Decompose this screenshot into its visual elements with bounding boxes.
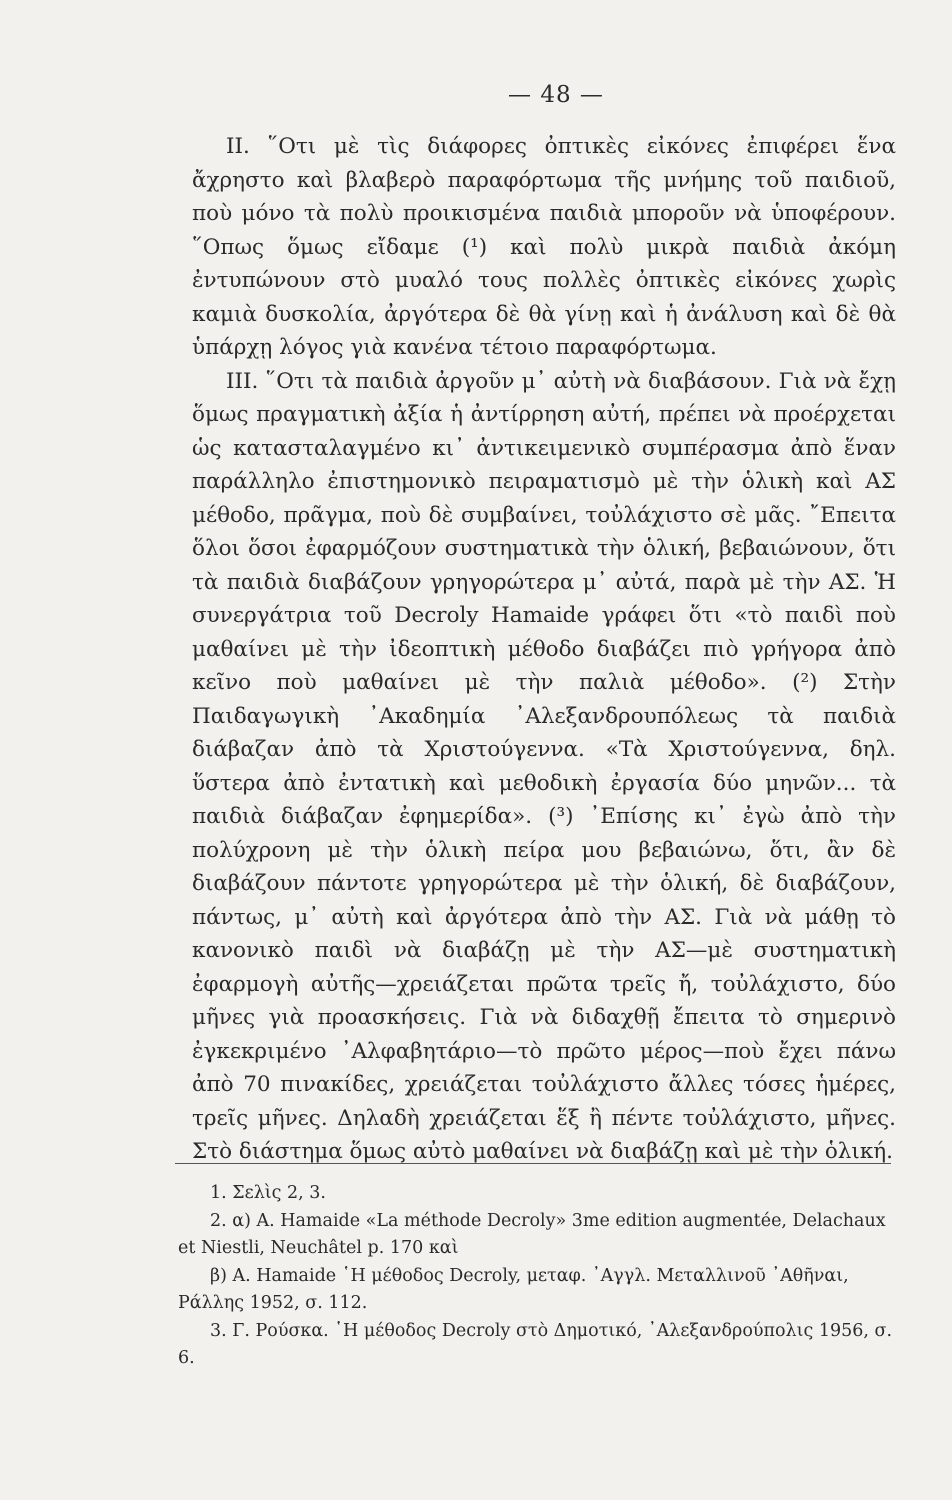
footnote-1: 1. Σελὶς 2, 3. xyxy=(210,1183,326,1203)
paragraph-iii: III. ῞Οτι τὰ παιδιὰ ἀργοῦν μ᾿ αὐτὴ νὰ διαβάσουν. Γιὰ νὰ ἔχῃ ὅμως πραγματικὴ ἀξία ἡ ἀντίρρηση αὐτή, πρέπει νὰ προέρχεται ὡς κατασταλαγμένο κι᾿ ἀντικειμενικὸ συμπέρασμα ἀπὸ ἕναν παράλληλο ἐπιστημονικὸ πειραματισμὸ μὲ τὴν ὁλικὴ καὶ ΑΣ μέθοδο, πρᾶγμα, ποὺ δὲ συμβαίνει, τοὐλάχιστο σὲ μᾶς. ῎Επειτα ὅλοι ὅσοι ἐφαρμόζουν συστηματικὰ τὴν ὁλική, βεβαιώνουν, ὅτι τὰ παιδιὰ διαβάζουν γρηγορώτερα μ᾿ αὐτά, παρὰ μὲ τὴν ΑΣ. Ἡ συνεργάτρια τοῦ Decroly Hamaide γράφει ὅτι «τὸ παιδὶ ποὺ μαθαίνει μὲ τὴν ἰδεοπτικὴ μέθοδο διαβάζει πιὸ γρήγορα ἀπὸ κεῖνο ποὺ μαθαίνει μὲ τὴν παλιὰ μέθοδο». (²) Στὴν Παιδαγωγικὴ ᾿Ακαδημία ᾿Αλεξανδρουπόλεως τὰ παιδιὰ διάβαζαν ἀπὸ τὰ Χριστούγεννα. «Τὰ Χριστούγεννα, δηλ. ὕστερα ἀπὸ ἐντατικὴ καὶ μεθοδικὴ ἐργασία δύο μηνῶν... τὰ παιδιὰ διάβαζαν ἐφημερίδα». (³) ᾿Επίσης κι᾿ ἐγὼ ἀπὸ τὴν πολύχρονη μὲ τὴν ὁλικὴ πείρα μου βεβαιώνω, ὅτι, ἂν δὲ διαβάζουν πάντοτε γρηγορώτερα μὲ τὴν ὁλική, δὲ διαβάζουν, πάντως, μ᾿ αὐτὴ καὶ ἀργότερα ἀπὸ τὴν ΑΣ. Γιὰ νὰ μάθῃ τὸ κανονικὸ παιδὶ νὰ διαβάζῃ μὲ τὴν ΑΣ—μὲ συστηματικὴ ἐφαρμογὴ αὐτῆς—χρειάζεται πρῶτα τρεῖς ἤ, τοὐλάχιστο, δύο μῆνες γιὰ προασκήσεις. Γιὰ νὰ διδαχθῇ ἔπειτα τὸ σημερινὸ ἐγκεκριμένο ᾿Αλφαβητάριο—τὸ πρῶτο μέρος—ποὺ ἔχει πάνω ἀπὸ 70 πινακίδες, χρειάζεται τοὐλάχιστο ἄλλες τόσες ἡμέρες, τρεῖς μῆνες. Δηλαδὴ χρειάζεται ἕξ ἢ πέντε τοὐλάχιστο, μῆνες. Στὸ διάστημα ὅμως αὐτὸ μαθαίνει νὰ διαβάζῃ καὶ μὲ τὴν ὁλική. xyxy=(192,368,896,1164)
footnote-2a: 2. α) A. Hamaide «La méthode Decroly» 3me edition augmentée, Delachaux et Niestli, Neuchâtel p. 170 καὶ xyxy=(178,1210,886,1258)
footnote-2b: β) A. Hamaide ῾Η μέθοδος Decroly, μεταφ. ᾿Αγγλ. Μεταλλινοῦ ᾿Αθῆναι, Ράλλης 1952, σ. 112. xyxy=(178,1265,849,1313)
page-number: — 48 — xyxy=(508,82,604,108)
paragraph-ii: II. ῞Οτι μὲ τὶς διάφορες ὀπτικὲς εἰκόνες ἐπιφέρει ἕνα ἄχρηστο καὶ βλαβερὸ παραφόρτωμα τῆς μνήμης τοῦ παιδιοῦ, ποὺ μόνο τὰ πολὺ προικισμένα παιδιὰ μποροῦν νὰ ὑποφέρουν. ῞Οπως ὅμως εἴδαμε (¹) καὶ πολὺ μικρὰ παιδιὰ ἀκόμη ἐντυπώνουν στὸ μυαλό τους πολλὲς ὀπτικὲς εἰκόνες χωρὶς καμιὰ δυσκολία, ἀργότερα δὲ θὰ γίνῃ καὶ ἡ ἀνάλυση καὶ δὲ θὰ ὑπάρχῃ λόγος γιὰ κανένα τέτοιο παραφόρτωμα. xyxy=(192,134,896,360)
footnote-3: 3. Γ. Ρούσκα. ῾Η μέθοδος Decroly στὸ Δημοτικό, ᾿Αλεξανδρούπολις 1956, σ. 6. xyxy=(178,1320,893,1368)
footnotes xyxy=(178,1180,894,1373)
footnote-divider xyxy=(175,1163,891,1164)
main-text xyxy=(192,130,896,1169)
